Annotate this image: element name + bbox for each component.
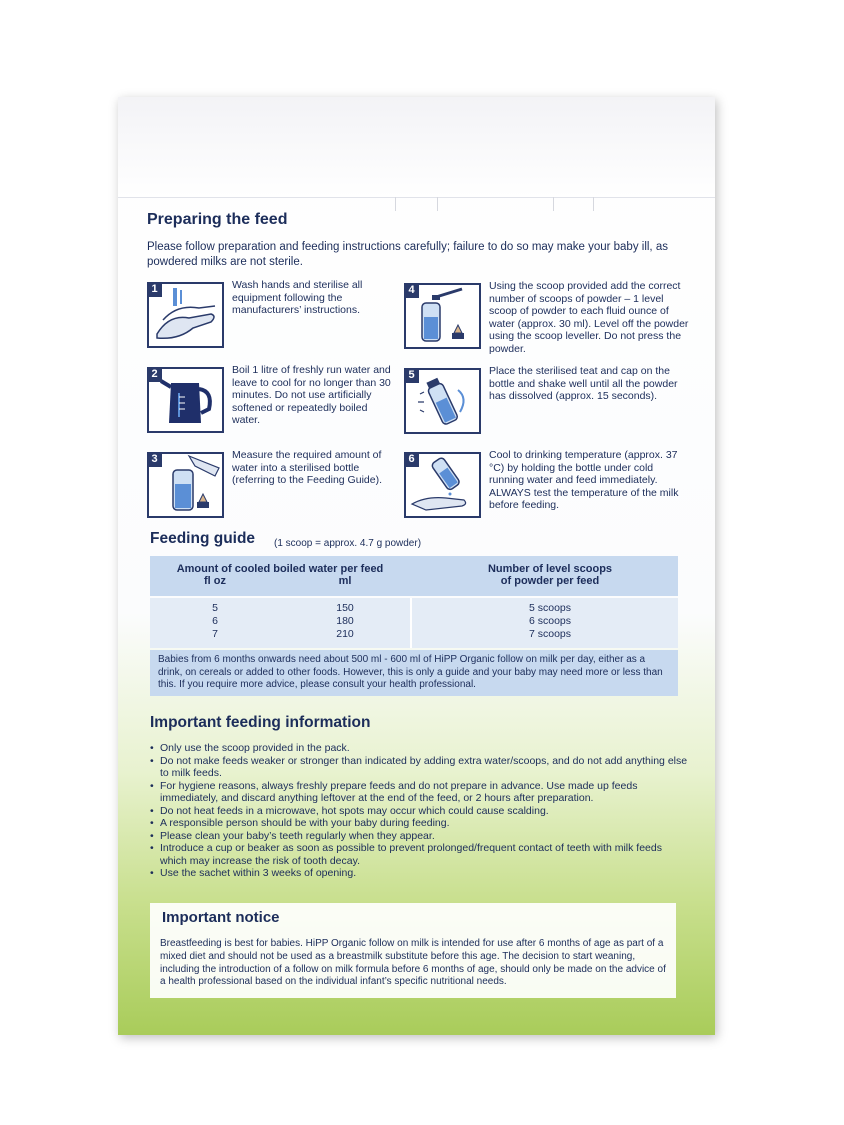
- table-cell-floz: 6: [212, 615, 218, 627]
- step-text: Wash hands and sterilise all equipment following the manufacturers’ instructions.: [232, 279, 363, 316]
- list-item: • Only use the scoop provided in the pack.: [150, 742, 690, 755]
- column-header-ml: ml: [338, 575, 352, 587]
- table-column-divider: [410, 598, 412, 648]
- lid-cut-mark: [395, 197, 396, 211]
- lid-cut-mark: [593, 197, 594, 211]
- list-item: • Use the sachet within 3 weeks of opening.: [150, 867, 690, 880]
- table-cell-ml: 180: [336, 615, 354, 627]
- step-number: 4: [404, 283, 419, 298]
- important-notice-title: Important notice: [162, 909, 280, 926]
- important-info-list: [150, 742, 690, 880]
- step-number: 1: [147, 282, 162, 297]
- list-item: • Do not heat feeds in a microwave, hot spots may occur which could cause scalding.: [150, 805, 690, 818]
- step-number: 3: [147, 452, 162, 467]
- list-item: • A responsible person should be with your baby during feeding.: [150, 817, 690, 830]
- lid-cut-mark: [553, 197, 554, 211]
- lid-cut-mark: [437, 197, 438, 211]
- important-notice-box: [150, 903, 676, 998]
- feeding-guide-title: Feeding guide: [150, 530, 256, 547]
- list-item: • Do not make feeds weaker or stronger than indicated by adding extra water/scoops, and do not add anything else to milk feeds.: [150, 755, 690, 780]
- column-header-floz: fl oz: [204, 575, 226, 587]
- table-cell-ml: 210: [336, 628, 354, 640]
- feeding-guide-subtitle: (1 scoop = approx. 4.7 g powder): [274, 538, 422, 549]
- list-item: • For hygiene reasons, always freshly prepare feeds and do not prepare in advance. Use made up feeds immediately, and discard anything leftover at the end of the feed, or 2 hours after preparation.: [150, 780, 690, 805]
- important-notice-body: Breastfeeding is best for babies. HiPP Organic follow on milk is intended for use after 6 months of age as part of a mixed diet and should not be used as a breastmilk substitute before this age. The decision to start weaning, including the introduction of a follow on milk formula before 6 months of age, should only be made on the advice of a health professional based on the individual infant’s specific nutritional needs.: [160, 938, 666, 988]
- table-cell-ml: 150: [336, 602, 354, 614]
- package-lid-flap: [118, 97, 715, 198]
- column-header-scoops-line2: of powder per feed: [500, 575, 600, 587]
- step-number: 2: [147, 367, 162, 382]
- step-text: Boil 1 litre of freshly run water and leave to cool for no longer than 30 minutes. Do not use artificially softened or repeatedly boiled water.: [232, 364, 391, 426]
- preparing-intro: Please follow preparation and feeding instructions carefully; failure to do so may make your baby ill, as powdered milks are not sterile.: [147, 241, 668, 268]
- table-cell-scoops: 7 scoops: [528, 628, 572, 640]
- column-header-water: Amount of cooled boiled water per feed: [176, 563, 384, 575]
- list-item: • Please clean your baby’s teeth regularly when they appear.: [150, 830, 690, 843]
- table-cell-scoops: 5 scoops: [528, 602, 572, 614]
- preparing-title: Preparing the feed: [147, 211, 288, 228]
- step-number: 6: [404, 452, 419, 467]
- step-text: Place the sterilised teat and cap on the bottle and shake well until all the powder has dissolved (approx. 15 seconds).: [489, 365, 678, 402]
- list-item: • Introduce a cup or beaker as soon as possible to prevent prolonged/frequent contact of teeth with milk feeds which may increase the risk of tooth decay.: [150, 842, 690, 867]
- important-info-title: Important feeding information: [150, 714, 371, 731]
- step-text: Measure the required amount of water into a sterilised bottle (referring to the Feeding Guide).: [232, 449, 382, 486]
- table-cell-floz: 7: [212, 628, 218, 640]
- step-number: 5: [404, 368, 419, 383]
- column-header-scoops-line1: Number of level scoops: [487, 563, 613, 575]
- table-cell-floz: 5: [212, 602, 218, 614]
- step-text: Cool to drinking temperature (approx. 37 °C) by holding the bottle under cold running water and feed immediately. ALWAYS test the temperature of the milk before feeding.: [489, 449, 679, 511]
- feeding-advice-text: Babies from 6 months onwards need about 500 ml - 600 ml of HiPP Organic follow on milk per day, either as a drink, on cereals or added to other foods. However, this is only a guide and your baby may need more or less than this. If you require more advice, please consult your health professional.: [150, 650, 678, 696]
- table-cell-scoops: 6 scoops: [528, 615, 572, 627]
- step-text: Using the scoop provided add the correct number of scoops of powder – 1 level scoop of powder to each fluid ounce of water (approx. 30 ml). Level off the powder using the scoop leveller. Do not press the powder.: [489, 280, 689, 355]
